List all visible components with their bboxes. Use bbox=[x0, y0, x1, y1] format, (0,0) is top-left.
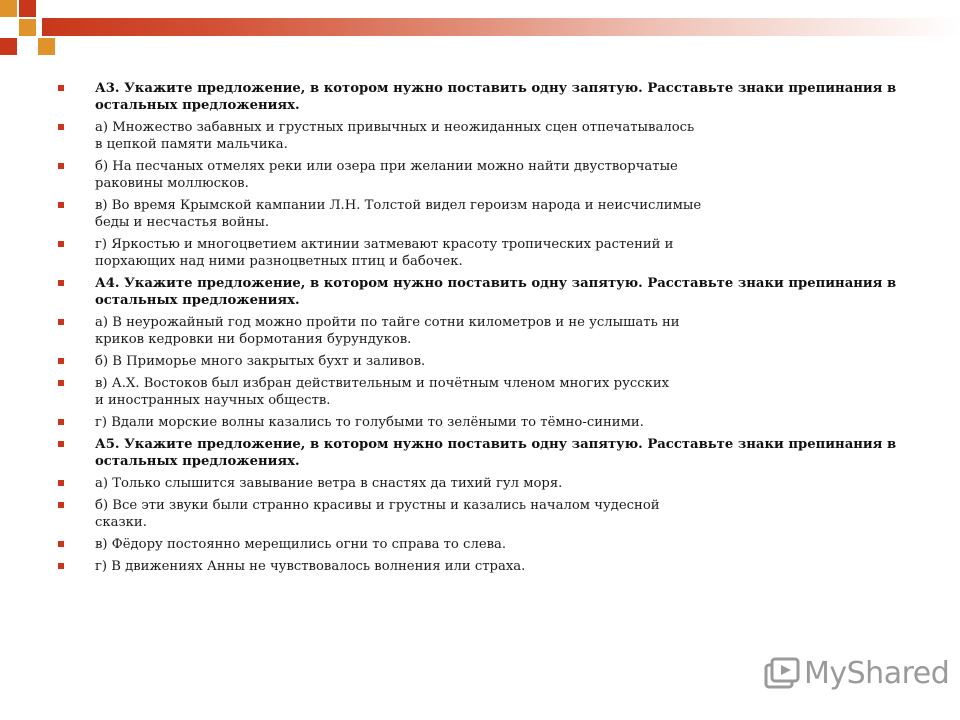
myshared-logo[interactable] bbox=[764, 655, 950, 695]
bullet-icon bbox=[58, 441, 64, 447]
bullet-icon bbox=[58, 480, 64, 486]
decor-square-red bbox=[19, 0, 36, 17]
list-item bbox=[58, 275, 918, 309]
list-item-text: г) Яркостью и многоцветием актинии затмевают красоту тропических растений и порхающих над ними разноцветных птиц и бабочек. bbox=[95, 237, 674, 269]
list-item-text: в) Фёдору постоянно мерещились огни то справа то слева. bbox=[95, 537, 507, 552]
bullet-icon bbox=[58, 380, 64, 386]
list-item bbox=[58, 536, 918, 553]
list-item-text: г) В движениях Анны не чувствовалось волнения или страха. bbox=[95, 559, 526, 574]
list-item-text: А5. Укажите предложение, в котором нужно поставить одну запятую. Расставьте знаки препинания в остальных предложениях. bbox=[95, 437, 897, 469]
bullet-icon bbox=[58, 502, 64, 508]
list-item bbox=[58, 236, 918, 270]
list-item-text: в) Во время Крымской кампании Л.Н. Толстой видел героизм народа и неисчислимые беды и несчастья войны. bbox=[95, 198, 702, 230]
mysharing-logo-icon bbox=[764, 657, 800, 691]
bullet-icon bbox=[58, 419, 64, 425]
header-decoration bbox=[0, 0, 960, 70]
list-item bbox=[58, 414, 918, 431]
decor-square-orange bbox=[0, 0, 17, 17]
list-item bbox=[58, 197, 918, 231]
bullet-icon bbox=[58, 202, 64, 208]
bullet-icon bbox=[58, 319, 64, 325]
bullet-icon bbox=[58, 358, 64, 364]
list-item bbox=[58, 375, 918, 409]
list-item-text: в) А.Х. Востоков был избран действительным и почётным членом многих русских и иностранных научных обществ. bbox=[95, 376, 670, 408]
list-item bbox=[58, 558, 918, 575]
list-item-text: А3. Укажите предложение, в котором нужно поставить одну запятую. Расставьте знаки препинания в остальных предложениях. bbox=[95, 81, 897, 113]
bullet-icon bbox=[58, 280, 64, 286]
bullet-icon bbox=[58, 124, 64, 130]
slide-content bbox=[58, 80, 918, 580]
list-item bbox=[58, 475, 918, 492]
logo-text: MyShared bbox=[804, 656, 950, 691]
list-item bbox=[58, 436, 918, 470]
header-gradient-bar bbox=[42, 18, 960, 36]
bullet-icon bbox=[58, 85, 64, 91]
list-item-text: г) Вдали морские волны казались то голубыми то зелёными то тёмно-синими. bbox=[95, 415, 644, 430]
list-item bbox=[58, 119, 918, 153]
list-item-text: б) В Приморье много закрытых бухт и заливов. bbox=[95, 354, 426, 369]
list-item-text: а) Только слышится завывание ветра в снастях да тихий гул моря. bbox=[95, 476, 563, 491]
list-item bbox=[58, 158, 918, 192]
bullet-icon bbox=[58, 563, 64, 569]
list-item-text: а) В неурожайный год можно пройти по тайге сотни километров и не услышать ни криков кедровки ни бормотания бурундуков. bbox=[95, 315, 680, 347]
bullet-icon bbox=[58, 541, 64, 547]
decor-square-orange bbox=[38, 38, 55, 55]
list-item-text: б) На песчаных отмелях реки или озера при желании можно найти двустворчатые раковины моллюсков. bbox=[95, 159, 678, 191]
list-item-text: б) Все эти звуки были странно красивы и грустны и казались началом чудесной сказки. bbox=[95, 498, 660, 530]
list-item bbox=[58, 314, 918, 348]
list-item bbox=[58, 353, 918, 370]
bullet-icon bbox=[58, 163, 64, 169]
list-item-text: а) Множество забавных и грустных привычных и неожиданных сцен отпечатывалось в цепкой памяти мальчика. bbox=[95, 120, 695, 152]
decor-square-red bbox=[0, 38, 17, 55]
list-item-text: А4. Укажите предложение, в котором нужно поставить одну запятую. Расставьте знаки препинания в остальных предложениях. bbox=[95, 276, 897, 308]
list-item bbox=[58, 497, 918, 531]
list-item bbox=[58, 80, 918, 114]
decor-square-orange bbox=[19, 19, 36, 36]
bullet-icon bbox=[58, 241, 64, 247]
